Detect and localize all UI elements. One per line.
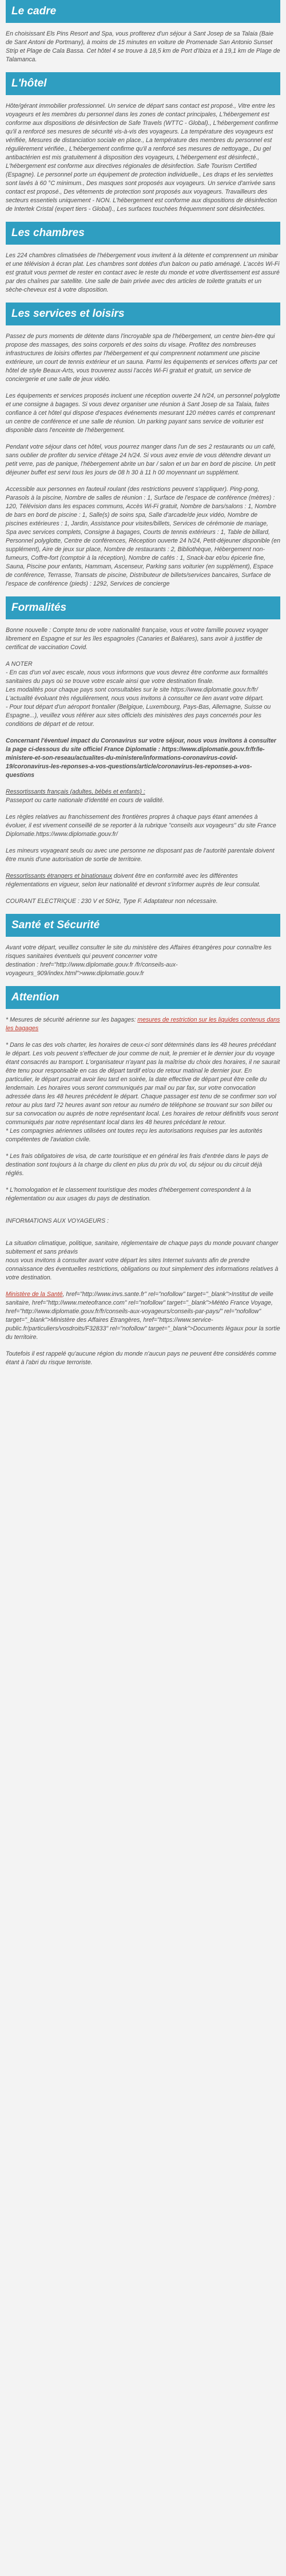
- hotel-text: Hôte/gérant immobilier professionnel. Un service de départ sans contact est proposé., Vitre entre les voyageurs et les membres du personnel dans les zones de contact principales, L'hébergement est conforme aux dispositions de désinfection de Safe Travels (WTTC - Global)., L'hébergement confirme qu'il a renforcé ses mesures de sécurité vis-à-vis des voyageurs. La température des voyageurs est vérifiée, Mesures de distanciation sociale en place., La température des membres du personnel est régulièrement vérifiée., L'hébergement confirme qu'il a renforcé ses mesures de nettoyage., Du gel antibactérien est mis gratuitement à disposition des voyageurs, L'hébergement est désinfecté., L'hébergement est conforme aux directives régionales de désinfection. Safe Tourism Certified (Espagne). Le personnel porte un équipement de protection individuelle., Les draps et les serviettes sont lavés à 60 °C minimum., Des masques sont proposés aux voyageurs. Un service d'arrivée sans contact est proposé., Des vêtements de protection sont proposés aux voyageurs. Travailleurs des secteurs essentiels uniquement - NON. L'hébergement est conforme aux dispositions de désinfection de Intertek Cristal (expert tiers - Global)., Les surfaces touchées fréquemment sont désinfectées.: [6, 103, 279, 213]
- services-paragraph: Pendant votre séjour dans cet hôtel, vous pourrez manger dans l'un de ses 2 restaurants ou un café, sans oublier de profiter du service d'étage 24 h/24. Si vous avez envie de vous détendre devant un petit verre, pas de panique, l'hébergement abrite un bar / salon et un bar en bord de piscine. Un petit déjeuner buffet est servi tous les jours de 08 h 30 à 11 h 00 moyennant un supplément.: [6, 443, 276, 476]
- services-paragraph: Les équipements et services proposés incluent une réception ouverte 24 h/24, un personnel polyglotte et une consigne à bagages. Si vous devez organiser une réunion à Sant Josep de sa Talaia, faites confiance à cet hôtel qui dispose d'espaces événements mesurant 120 mètres carrés et comprenant un centre de conférence et une salle de réunion. Un parking payant sans service de voiturier est disponible dans l'enceinte de l'hébergement.: [6, 392, 280, 434]
- formalites-p7-underline: Ressortissants étrangers et binationaux: [6, 873, 113, 879]
- section-body-attention: [6, 1009, 280, 1375]
- formalites-p7: [6, 872, 280, 889]
- spacer: [6, 1234, 280, 1239]
- liquids-restriction-link[interactable]: mesures de restriction sur les liquides contenus dans les bagages: [6, 1016, 280, 1032]
- services-paragraph: Accessible aux personnes en fauteuil roulant (des restrictions peuvent s'appliquer). Ping-pong, Parasols à la piscine, Nombre de salles de réunion : 1, Surface de l'espace de conférence (mètres) : 120, Télévision dans les espaces communs, Accès Wi-Fi gratuit, Nombre de bars/salons : 1, Nombre de bars en bord de piscine : 1, Salle(s) de soins spa, Salle d'arcade/de jeux vidéo, Nombre de piscines extérieures : 1, Jardin, Assistance pour visites/billets, Services de cérémonie de mariage, Spa avec services complets, Consigne à bagages, Courts de tennis extérieurs : 1, Table de billard, Personnel polyglotte, Centre de conférences, Réception ouverte 24 h/24, Petit-déjeuner disponible (en supplément), Aire de jeux sur place, Nombre de restaurants : 2, Bibliothèque, Hébergement non-fumeurs, Coffre-fort (comptoir à la réception), Nombre de cafés : 1, Snack-bar et/ou épicerie fine, Sauna, Piscine pour enfants, Hammam, Ascenseur, Parking sans voiturier (en supplément), Espace de conférence, Terrasse, Transats de piscine, Distributeur de billets/services bancaires, Surface de l'espace de conférence (pieds) : 1292, Services de concierge: [6, 486, 280, 587]
- attention-p7: [6, 1290, 280, 1342]
- attention-p2: * Dans le cas des vols charter, les horaires de ceux-ci sont déterminés dans les 48 heures précédant le départ. Les vols peuvent s'effectuer de jour comme de nuit, le premier et le dernier jour du voyage étant consacrés au transport. L'organisateur n'ayant pas la maîtrise du choix des horaires, il ne saurait être tenu pour responsable en cas de départ tardif et/ou de retour matinal le dernier jour. En particulier, le départ pourrait avoir lieu tard en soirée, la date effective de départ peut être celle du lendemain. Les horaires vous seront communiqués par mail ou par fax, sur votre convocation adressée dans les 48 heures précédent le départ. Chaque passager est tenu de se confirmer son vol retour au plus tard 72 heures avant son retour au numéro de téléphone se trouvant sur son billet ou sur sa convocation ou auprès de notre représentant local. Les horaires de retour définitifs vous seront communiqués par notre représentant local dans les 48 heures précédant le retour. * Les compagnies aériennes utilisées ont toutes reçu les autorisations requises par les autorités compétentes de l'aviation civile.: [6, 1042, 280, 1143]
- attention-p4: * L'homologation et le classement touristique des modes d'hébergement correspondent à la réglementation ou aux usages du pays de destination.: [6, 1187, 251, 1202]
- attention-p3: * Les frais obligatoires de visa, de carte touristique et en général les frais d'entrée dans le pays de destination sont toujours à la charge du client en plus du prix du vol, du séjour ou du circuit déjà réglés.: [6, 1153, 268, 1177]
- section-header-hotel: L'hôtel: [6, 72, 280, 95]
- formalites-p3: Concernant l'éventuel impact du Coronavirus sur votre séjour, nous vous invitons à consulter la page ci-dessous du site officiel France Diplomatie : https://www.diplomatie.gouv.fr/fr/le-ministere-et-son-reseau/actualites-du-ministere/informations-coronavirus-covid-19/coronavirus-les-reponses-a-vos-questions/article/coronavirus-les-reponses-a-vos-questions: [6, 737, 276, 779]
- formalites-p8: COURANT ELECTRIQUE : 230 V et 50Hz, Type F. Adaptateur non nécessaire.: [6, 898, 218, 905]
- section-body-formalites: [6, 619, 280, 914]
- attention-p1-prefix: * Mesures de sécurité aérienne sur les bagages:: [6, 1016, 138, 1023]
- section-body-sante: [6, 937, 280, 986]
- spacer: [6, 1211, 280, 1217]
- section-header-sante: Santé et Sécurité: [6, 914, 280, 937]
- formalites-p4-underline: Ressortissants français (adultes, bébés et enfants) :: [6, 788, 145, 795]
- formalites-p4-rest: Passeport ou carte nationale d'identité en cours de validité.: [6, 797, 165, 804]
- chambres-text: Les 224 chambres climatisées de l'hébergement vous invitent à la détente et comprennent un minibar et une télévision à écran plat. Les chambres sont dotées d'un balcon ou patio aménagé. L'accès Wi-Fi est gratuit vous permet de rester en contact avec le reste du monde et votre divertissement est assuré par des chaînes par satellite. Une salle de bain privée avec des articles de toilette gratuits et un sèche-cheveux est à votre disposition.: [6, 252, 280, 293]
- section-header-cadre: Le cadre: [6, 0, 280, 23]
- section-body-chambres: [6, 245, 280, 303]
- formalites-p4: [6, 788, 280, 805]
- section-header-chambres: Les chambres: [6, 222, 280, 245]
- formalites-p1: Bonne nouvelle : Compte tenu de votre nationalité française, vous et votre famille pouvez voyager librement en Espagne et sur les îles espagnoles (Canaries et Baléares), sans avoir à justifier de certificat de vaccination Covid.: [6, 627, 268, 651]
- attention-p8: Toutefois il est rappelé qu'aucune région du monde n'aucun pays ne peuvent être considérés comme étant à l'abri du risque terroriste.: [6, 1350, 277, 1366]
- cadre-text: En choisissant Els Pins Resort and Spa, vous profiterez d'un séjour à Sant Josep de sa Talaia (Baie de Sant Antoni de Portmany), à moins de 15 minutes en voiture de Promenade San Antonio Sunset Strip et Plage de Cala Bassa. Cet hôtel 4 se trouve à 18,5 km de Port d'Ibiza et à 19,1 km de Plage de Talamanca.: [6, 30, 280, 63]
- formalites-p7-rest: doivent être en conformité avec les différentes réglementations en vigueur, selon leur nationalité et devront s'informer auprès de leur consulat.: [6, 873, 261, 888]
- attention-p7-rest: , href="http://www.invs.sante.fr" rel="nofollow" target="_blank">Institut de veille sanitaire, href="http://www.meteofrance.com" rel="nofollow" target="_blank">Météo France Voyage, href="http://www.diplomatie.gouv.fr/fr/conseils-aux-voyageurs/conseils-par-pays/" rel="nofollow" target="_blank">Ministère des Affaires Etrangères, href="https://www.service-public.fr/particuliers/vosdroits/F32833" rel="nofollow" target="_blank">Documents légaux pour la sortie du territoire.: [6, 1291, 280, 1341]
- attention-p5: INFORMATIONS AUX VOYAGEURS :: [6, 1218, 109, 1224]
- ministere-sante-link[interactable]: Ministère de la Santé: [6, 1291, 63, 1298]
- services-paragraph: Passez de purs moments de détente dans l'incroyable spa de l'hébergement, un centre bien-être qui propose des massages, des soins corporels et des soins du visage. Profitez des nombreuses infrastructures de loisirs offertes par l'hébergement et qui comprennent notamment une piscine extérieure, un court de tennis extérieur et un sauna. Parmi les équipements et services offerts par cet hôtel de style Beaux-Arts, vous trouverez aussi l'accès Wi-Fi gratuit et gratuit, un service de conciergerie et une salle de jeux vidéo.: [6, 333, 277, 383]
- attention-p6: La situation climatique, politique, sanitaire, réglementaire de chaque pays du monde pouvant changer subitement et sans préavis nous vous invitons à consulter avant votre départ les sites Internet suivants afin de prendre connaissance des éventuelles restrictions, obligations ou tout simplement des informations relatives à votre destination.: [6, 1240, 279, 1281]
- formalites-p6: Les mineurs voyageant seuls ou avec une personne ne disposant pas de l'autorité parentale doivent être munis d'une autorisation de sortie de territoire.: [6, 847, 275, 863]
- section-header-formalites: Formalités: [6, 596, 280, 619]
- section-body-services: [6, 325, 280, 596]
- formalites-p2: A NOTER - En cas d'un vol avec escale, nous vous informons que vous devrez être conforme aux formalités sanitaires du pays où se trouve votre escale ainsi que votre destination finale. Les modalités pour chaque pays sont consultables sur le site https://www.diplomatie.gouv.fr/fr/ L'actualité évoluant très régulièrement, nous vous invitons à consulter ce lien avant votre départ. - Pour tout départ d'un aéroport frontalier (Belgique, Luxembourg, Pays-Bas, Allemagne, Suisse ou Espagne...), veuillez vous référer aux sites officiels des ministères des pays concernés pour les conditions de départ et de retour.: [6, 661, 271, 728]
- section-body-cadre: [6, 23, 280, 72]
- attention-p1: [6, 1016, 280, 1033]
- section-body-hotel: [6, 95, 280, 222]
- section-header-attention: Attention: [6, 986, 280, 1009]
- sante-text: Avant votre départ, veuillez consulter le site du ministère des Affaires étrangères pour connaître les risques sanitaires éventuels qui peuvent concerner votre destination : href="http://www.diplomatie.gouv.fr /fr/conseils-aux-voyageurs_909/index.html">www.diplomatie.gouv.fr: [6, 944, 272, 977]
- section-header-services: Les services et loisirs: [6, 303, 280, 325]
- formalites-p5: Les règles relatives au franchissement des frontières propres à chaque pays étant amenées à évoluer, il est vivement conseillé de se reporter à la rubrique "conseils aux voyageurs" du site France Diplomatie.https://www.diplomatie.gouv.fr/: [6, 814, 276, 838]
